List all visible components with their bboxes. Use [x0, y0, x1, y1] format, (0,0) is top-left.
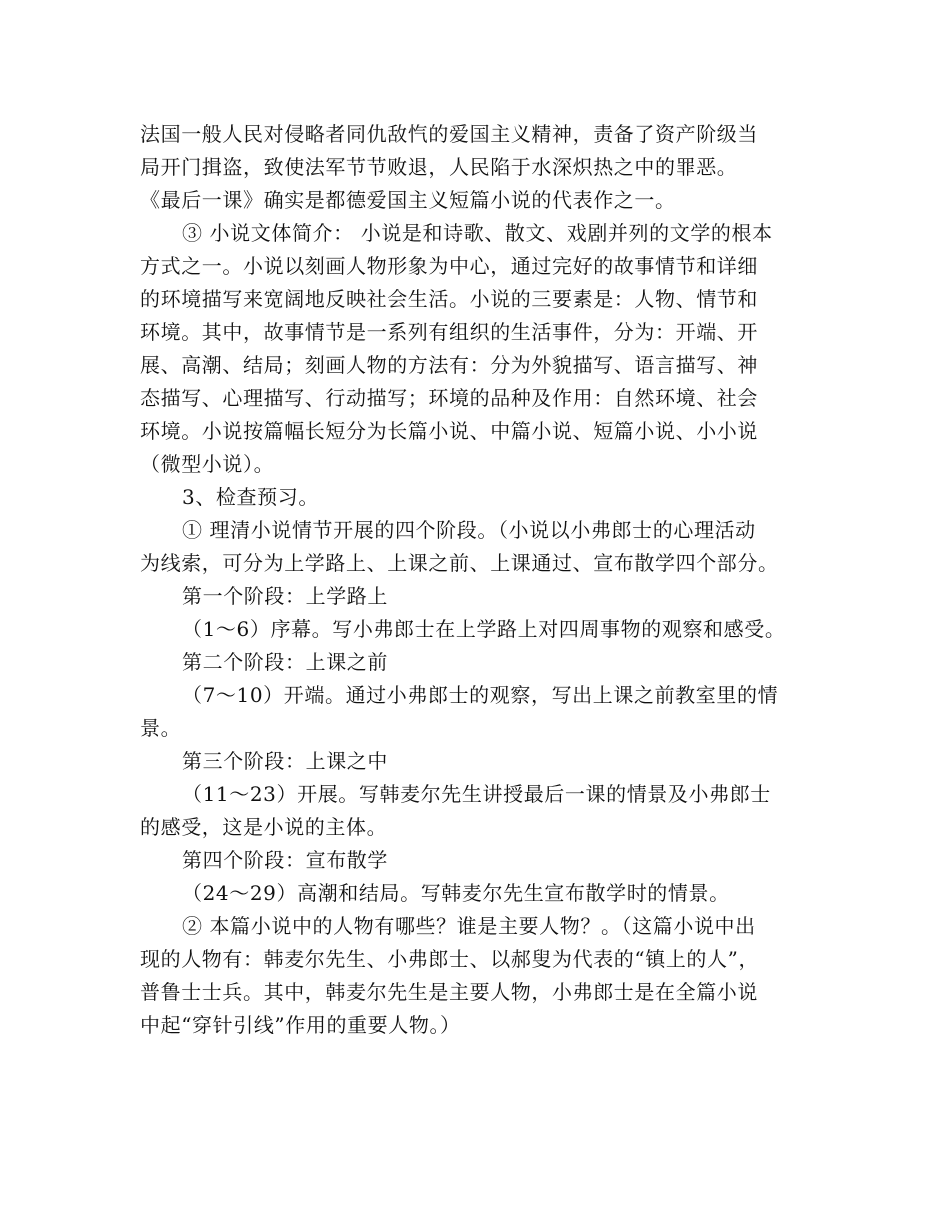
text-line: 局开门揖盗，致使法军节节败退，人民陷于水深炽热之中的罪恶。	[140, 155, 738, 179]
stage-description: （11～23）开展。写韩麦尔先生讲授最后一课的情景及小弗郎士	[182, 782, 771, 806]
text-line: 态描写、心理描写、行动描写；环境的品种及作用：自然环境、社会	[140, 386, 758, 410]
text-line: 环境。小说按篇幅长短分为长篇小说、中篇小说、短篇小说、小小说	[140, 419, 758, 443]
stage-description: （1～6）序幕。写小弗郎士在上学路上对四周事物的观察和感受。	[182, 617, 786, 641]
stage-heading: 第三个阶段：上课之中	[182, 749, 388, 773]
stage-description: （24～29）高潮和结局。写韩麦尔先生宣布散学时的情景。	[182, 881, 730, 905]
stage-heading: 第二个阶段：上课之前	[182, 650, 388, 674]
paragraph-start: ③ 小说文体简介： 小说是和诗歌、散文、戏剧并列的文学的根本	[182, 221, 773, 245]
text-line: 普鲁士士兵。其中，韩麦尔先生是主要人物，小弗郎士是在全篇小说	[140, 980, 758, 1004]
paragraph-start: ② 本篇小说中的人物有哪些？谁是主要人物？。（这篇小说中出	[182, 914, 756, 938]
section-heading: 3、检查预习。	[182, 485, 319, 509]
text-line: 法国一般人民对侵略者同仇敌忾的爱国主义精神，责备了资产阶级当	[140, 122, 758, 146]
text-line: 现的人物有：韩麦尔先生、小弗郎士、以郝叟为代表的“镇上的人”，	[140, 947, 760, 971]
stage-description: （7～10）开端。通过小弗郎士的观察，写出上课之前教室里的情	[182, 683, 779, 707]
text-line: 的感受，这是小说的主体。	[140, 815, 388, 839]
text-line: 展、高潮、结局；刻画人物的方法有：分为外貌描写、语言描写、神	[140, 353, 758, 377]
text-line: （微型小说）。	[140, 452, 275, 476]
document-page	[140, 118, 812, 1042]
text-line: 环境。其中，故事情节是一系列有组织的生活事件，分为：开端、开	[140, 320, 758, 344]
text-line: 方式之一。小说以刻画人物形象为中心，通过完好的故事情节和详细	[140, 254, 758, 278]
text-line: 中起“穿针引线”作用的重要人物。）	[140, 1013, 461, 1037]
text-line: 为线索，可分为上学路上、上课之前、上课通过、宣布散学四个部分。	[140, 551, 779, 575]
text-line: 《最后一课》确实是都德爱国主义短篇小说的代表作之一。	[140, 188, 676, 212]
text-line: 的环境描写来宽阔地反映社会生活。小说的三要素是：人物、情节和	[140, 287, 758, 311]
paragraph-start: ① 理清小说情节开展的四个阶段。（小说以小弗郎士的心理活动	[182, 518, 756, 542]
text-line: 景。	[140, 716, 182, 740]
stage-heading: 第一个阶段：上学路上	[182, 584, 388, 608]
stage-heading: 第四个阶段：宣布散学	[182, 848, 388, 872]
